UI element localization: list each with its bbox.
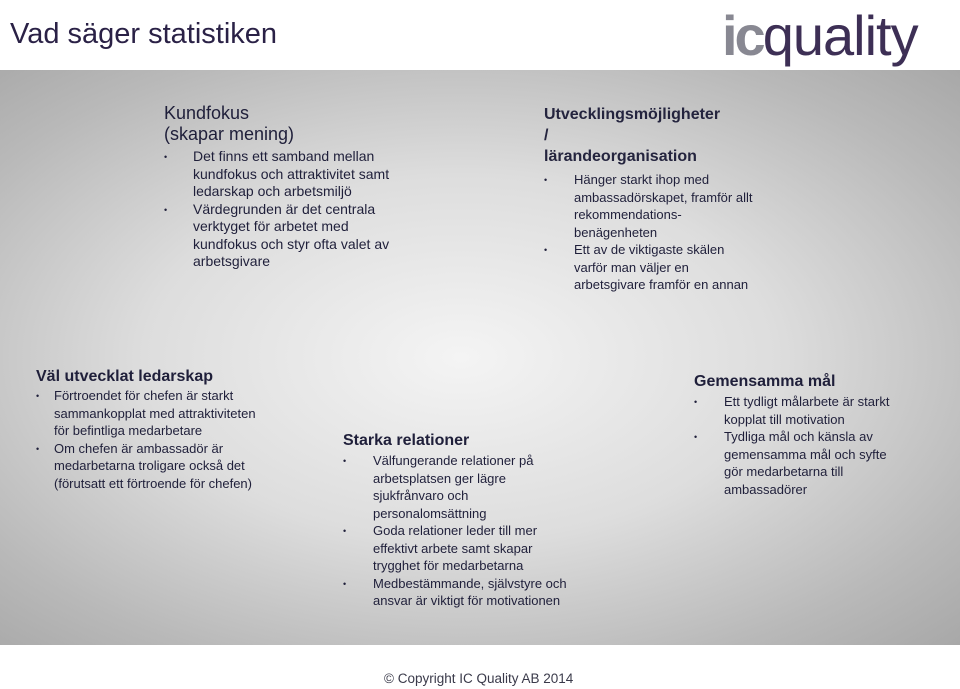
list-item — [343, 522, 573, 575]
relationer-heading: Starka relationer — [343, 432, 470, 449]
list-item-text: Ett av de viktigaste skälen varför man väljer en arbetsgivare framför en annan — [574, 242, 749, 292]
bullet-icon: • — [544, 245, 548, 255]
list-item-text: Det finns ett samband mellan kundfokus och attraktivitet samt ledarskap och arbetsmiljö — [193, 148, 390, 199]
bullet-icon: • — [36, 443, 40, 454]
list-item-text: Välfungerande relationer på arbetsplatsen ger lägre sjukfrånvaro och personalomsättning — [373, 453, 534, 521]
logo-ic: ic — [722, 4, 763, 67]
list-item-text: Tydliga mål och känsla av gemensamma mål och syfte gör medarbetarna till ambassadörer — [724, 429, 887, 497]
list-item-text: Värdegrunden är det centrala verktyget för arbetet med kundfokus och styr ofta valet av arbetsgivare — [193, 200, 390, 269]
utveckling-heading-line3: lärandeorganisation — [544, 148, 697, 165]
list-item-text: Goda relationer leder till mer effektivt arbete samt skapar trygghet för medarbetarna — [373, 523, 538, 573]
utveckling-heading-line2: / — [544, 127, 549, 144]
kundfokus-heading-line2: (skapar mening) — [164, 124, 295, 144]
relationer-list — [343, 452, 573, 610]
bullet-icon: • — [544, 175, 548, 185]
kundfokus-block — [164, 103, 394, 271]
gemensamma-block — [694, 371, 894, 498]
relationer-block — [343, 430, 573, 610]
bullet-icon: • — [164, 152, 168, 162]
ledarskap-heading: Väl utvecklat ledarskap — [36, 368, 213, 385]
utveckling-heading-line1: Utvecklingsmöjligheter — [544, 106, 721, 123]
gemensamma-heading: Gemensamma mål — [694, 373, 836, 390]
ledarskap-list — [36, 387, 266, 492]
utveckling-block — [544, 104, 754, 294]
gemensamma-list — [694, 393, 894, 498]
list-item — [544, 241, 754, 294]
list-item — [694, 393, 894, 428]
bullet-icon: • — [343, 456, 347, 466]
list-item — [694, 428, 894, 498]
kundfokus-heading — [164, 103, 394, 145]
list-item — [36, 440, 266, 493]
list-item — [343, 575, 573, 610]
ledarskap-block — [36, 366, 266, 492]
list-item — [36, 387, 266, 440]
kundfokus-heading-line1: Kundfokus — [164, 103, 250, 123]
bullet-icon: • — [164, 204, 168, 215]
list-item — [164, 148, 394, 201]
list-item — [544, 171, 754, 241]
bullet-icon: • — [694, 397, 698, 407]
page-title: Vad säger statistiken — [10, 18, 278, 50]
company-logo — [722, 4, 918, 67]
bullet-icon: • — [343, 526, 347, 536]
list-item-text: Förtroendet för chefen är starkt sammankopplat med attraktiviteten för befintliga medarbetare — [54, 388, 256, 438]
kundfokus-list — [164, 148, 394, 271]
utveckling-list — [544, 171, 754, 294]
list-item-text: Medbestämmande, självstyre och ansvar är viktigt för motivationen — [373, 575, 567, 608]
list-item — [343, 452, 573, 522]
copyright-text: © Copyright IC Quality AB 2014 — [384, 671, 574, 686]
list-item-text: Ett tydligt målarbete är starkt kopplat till motivation — [724, 394, 890, 427]
logo-quality: quality — [762, 4, 918, 67]
list-item — [164, 201, 394, 271]
list-item-text: Om chefen är ambassadör är medarbetarna troligare också det (förutsatt ett förtroende för chefen) — [54, 440, 252, 491]
header — [0, 0, 960, 70]
utveckling-heading — [544, 104, 754, 167]
bullet-icon: • — [36, 391, 40, 401]
bullet-icon: • — [694, 432, 698, 442]
list-item-text: Hänger starkt ihop med ambassadörskapet, framför allt rekommendations-benägenheten — [574, 172, 753, 240]
bullet-icon: • — [343, 578, 347, 589]
